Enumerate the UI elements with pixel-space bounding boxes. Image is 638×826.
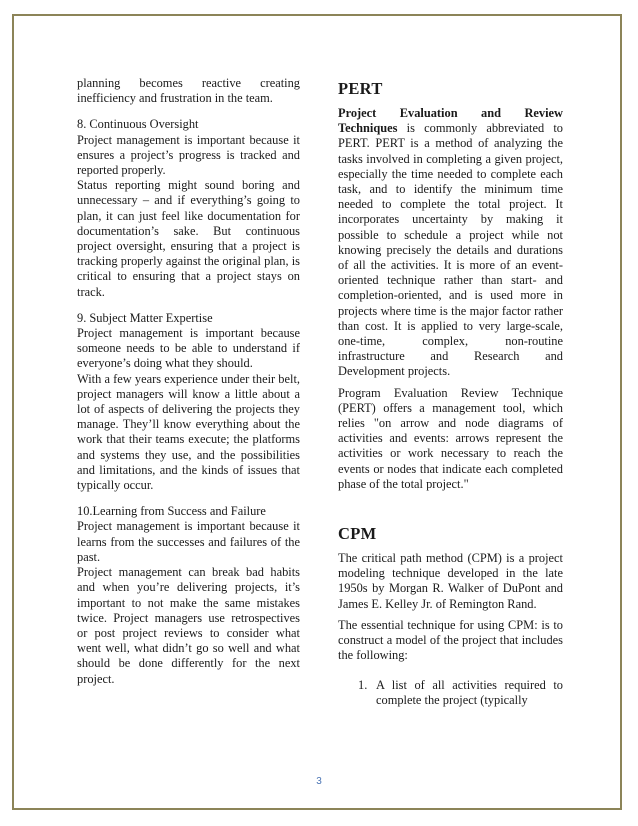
- heading-subject-matter-expertise: 9. Subject Matter Expertise: [77, 310, 213, 325]
- pert-heading: PERT: [338, 79, 383, 98]
- pert-paragraph-2: Program Evaluation Review Technique (PERT) offers a management tool, which relies "on arrow and node diagrams of activities and events: arrows represent the activities or work necessary to reach the events or nodes that indicate each completed phase of the total project.": [338, 385, 563, 491]
- pert-bold-term: Project Evaluation and Review Techniques: [338, 106, 563, 136]
- list-item: [358, 678, 563, 708]
- left-column: [77, 76, 300, 687]
- pert-paragraph-1: [338, 106, 563, 380]
- paragraph-10a: Project management is important because it learns from the successes and failures of the past.: [77, 519, 300, 564]
- cpm-paragraph-1: The critical path method (CPM) is a project modeling technique developed in the late 1950s by Morgan R. Walker of DuPont and James E. Kelley Jr. of Remington Rand.: [338, 551, 563, 611]
- paragraph-9a: Project management is important because someone needs to be able to understand if everyone’s doing what they should.: [77, 326, 300, 371]
- heading-continuous-oversight: 8. Continuous Oversight: [77, 117, 199, 132]
- paragraph-8b: Status reporting might sound boring and unnecessary – and if everything’s going to plan, it can just feel like documentation for documentation’s sake. But continuous project oversight, ensuring that a project is tracking properly against the original plan, is critical to ensuring that a project stays on track.: [77, 178, 300, 299]
- intro-paragraph: planning becomes reactive creating inefficiency and frustration in the team.: [77, 76, 300, 106]
- heading-learning-success-failure: 10.Learning from Success and Failure: [77, 504, 266, 519]
- list-item-number: 1.: [358, 677, 368, 692]
- pert-paragraph-1-text: is commonly abbreviated to PERT. PERT is a method of analyzing the tasks involved in completing a given project, especially the time needed to complete each task, and to identify the minimum time needed to complete the total project. It incorporates uncertainty by making it possible to schedule a project while not knowing precisely the details and durations of all the activities. It is more of an event-oriented technique rather than start- and completion-oriented, and is used more in projects where time is the major factor rather than cost. It is applied to very large-scale, one-time, complex, non-routine infrastructure and Research and Development projects.: [338, 121, 563, 379]
- cpm-list: [338, 678, 563, 708]
- list-item-text: A list of all activities required to complete the project (typically: [376, 677, 563, 707]
- cpm-paragraph-2: The essential technique for using CPM: is to construct a model of the project that includes the following:: [338, 617, 563, 663]
- right-column: [338, 80, 563, 708]
- paragraph-8a: Project management is important because it ensures a project’s progress is tracked and reported properly.: [77, 132, 300, 178]
- page-number: 3: [316, 776, 322, 787]
- cpm-heading: CPM: [338, 524, 377, 544]
- paragraph-9b: With a few years experience under their belt, project managers will know a little about a lot of aspects of delivering the projects they manage. They’ll know everything about the work that their teams execute; the platforms and systems they use, and the possibilities and limitations, and the kinds of issues that typically occur.: [77, 371, 300, 493]
- paragraph-10b: Project management can break bad habits and when you’re delivering projects, it’s important to not make the same mistakes twice. Project managers use retrospectives or post project reviews to consider what went well, what didn’t go so well and what should be done differently for the next project.: [77, 565, 300, 686]
